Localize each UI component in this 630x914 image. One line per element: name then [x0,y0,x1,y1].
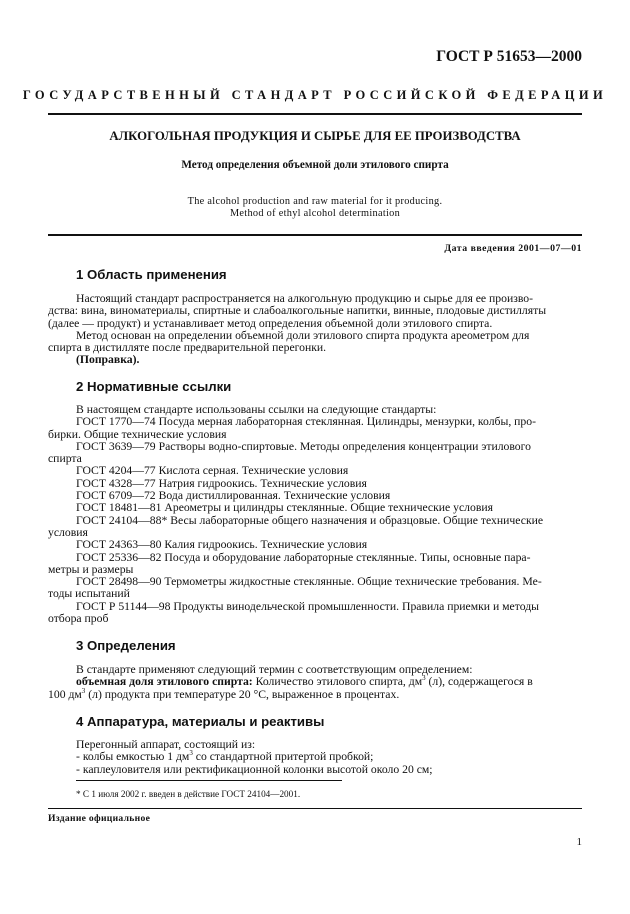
section-2-heading: 2 Нормативные ссылки [76,379,232,394]
section-4-heading: 4 Аппаратура, материалы и реактивы [76,714,325,729]
text-line: Настоящий стандарт распространяется на алкогольную продукцию и сырье для ее произво- [76,292,534,305]
footnote-divider [76,780,342,781]
reference-line: ГОСТ Р 51144—98 Продукты винодельческой промышленности. Правила приемки и методы [76,599,540,613]
reference-line: спирта [48,452,82,466]
reference-line: условия [48,525,88,539]
reference-line: ГОСТ 28498—90 Термометры жидкостные стеклянные. Общие технические требования. Ме- [76,575,542,589]
section-2-references [48,404,582,625]
reference-line: ГОСТ 4204—77 Кислота серная. Технические условия [76,464,349,478]
amendment-note: (Поправка). [76,353,140,367]
section-4-list [48,739,582,776]
list-item [48,751,582,763]
header-divider [48,113,582,115]
text-line: Перегонный аппарат, состоящий из: [76,738,256,751]
reference-line: ГОСТ 4328—77 Натрия гидроокись. Технические условия [76,476,367,490]
reference-line: ГОСТ 18481—81 Ареометры и цилиндры стеклянные. Общие технические условия [76,501,494,515]
footnote: * С 1 июля 2002 г. введен в действие ГОСТ 24104—2001. [76,789,301,799]
document-title: АЛКОГОЛЬНАЯ ПРОДУКЦИЯ И СЫРЬЕ ДЛЯ ЕЕ ПРОИЗВОДСТВА [109,129,521,143]
reference-line: ГОСТ 3639—79 Растворы водно-спиртовые. Методы определения концентрации этилового [76,439,531,453]
state-standard-banner: ГОСУДАРСТВЕННЫЙ СТАНДАРТ РОССИЙСКОЙ ФЕДЕРАЦИИ [22,88,608,102]
text-span: 100 дм [48,687,82,701]
reference-line: ГОСТ 25336—82 Посуда и оборудование лабораторные стеклянные. Типы, основные пара- [76,550,531,564]
section-1-heading: 1 Область применения [76,267,227,282]
text-line: (далее — продукт) и устанавливает метод определения объемной доли этилового спирта. [48,316,493,330]
text-line: В настоящем стандарте использованы ссылки на следующие стандарты: [76,403,437,416]
english-title-line-1: The alcohol production and raw material for it producing. [187,196,443,207]
text-line: спирта в дистилляте после предварительной перегонки. [48,341,327,355]
standard-code: ГОСТ Р 51653—2000 [436,48,582,65]
text-line: Метод основан на определении объемной доли этилового спирта продукта ареометром для [76,328,530,342]
reference-line: отбора проб [48,612,109,626]
document-subtitle: Метод определения объемной доли этилового спирта [181,159,449,171]
introduction-date: Дата введения 2001—07—01 [444,243,582,254]
definition-line [48,686,582,701]
superscript: 3 [81,686,86,695]
edition-label: Издание официальное [48,813,151,824]
definition-term: объемная доля этилового спирта: [76,675,253,689]
reference-line: бирки. Общие технические условия [48,427,227,441]
text-span: - колбы емкостью 1 дм [76,750,190,764]
reference-line: ГОСТ 1770—74 Посуда мерная лабораторная стеклянная. Цилиндры, мензурки, колбы, про- [76,415,536,429]
reference-line: ГОСТ 6709—72 Вода дистиллированная. Технические условия [76,489,391,503]
section-3-definition [48,664,582,701]
list-item: - каплеуловителя или ректификационной колонки высотой около 20 см; [76,762,433,776]
superscript: 3 [422,674,426,683]
section-1-text [48,293,582,367]
section-3-heading: 3 Определения [76,638,176,653]
reference-line: тоды испытаний [48,587,130,601]
footer-divider [48,808,582,809]
english-title [48,196,582,219]
text-span: (л), содержащегося в [428,675,533,689]
reference-line: метры и размеры [48,562,134,576]
text-span: (л) продукта при температуре 20 °С, выраженное в процентах. [88,687,400,701]
english-title-line-2: Method of ethyl alcohol determination [229,207,401,219]
text-line: дства: вина, виноматериалы, спиртные и слабоалкогольные напитки, винные, плодовые дистилляты [48,304,547,318]
text-span: Количество этилового спирта, дм [255,675,423,689]
text-line: В стандарте применяют следующий термин с соответствующим определением: [76,663,473,676]
reference-line: ГОСТ 24104—88* Весы лабораторные общего назначения и образцовые. Общие технические [76,513,544,527]
page-number: 1 [576,836,582,848]
reference-line: ГОСТ 24363—80 Калия гидроокись. Технические условия [76,538,368,552]
text-span: со стандартной притертой пробкой; [195,750,374,764]
superscript: 3 [189,749,193,758]
title-divider [48,234,582,236]
